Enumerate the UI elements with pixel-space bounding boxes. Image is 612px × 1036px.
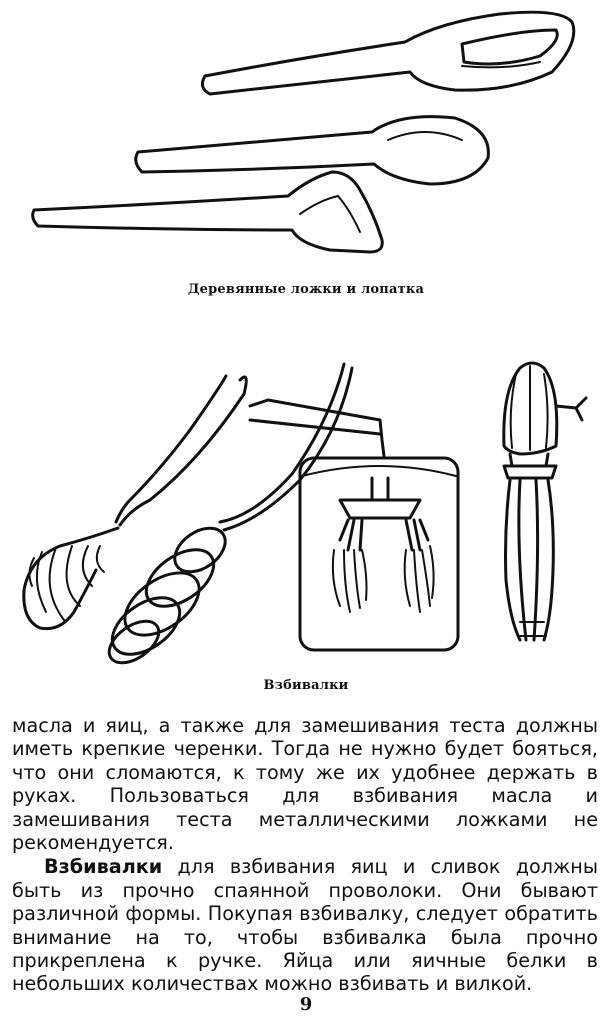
paragraph-1: масла и яиц, а также для замешивания теста должны иметь крепкие черенки. Тогда не нужно будет бояться, что они сломаются, к тому же их удобнее держать в руках. Пользоваться для взбивания масла и замешивания теста металлическими ложками не рекомендуется.	[12, 714, 598, 855]
figure-whisks	[0, 350, 612, 670]
body-text	[12, 714, 598, 996]
crank-beater-in-jar-icon	[250, 400, 458, 650]
paragraph-2	[12, 855, 598, 995]
figure-wooden-spoons	[0, 0, 612, 280]
caption-wooden-spoons: Деревянные ложки и лопатка	[187, 282, 425, 297]
term-whisks: Взбивалки	[44, 855, 163, 879]
wooden-spatula-icon	[33, 172, 383, 252]
caption-whisks: Взбивалки	[263, 678, 349, 693]
hand-mixer-icon	[504, 363, 586, 640]
coil-whisk-icon	[24, 376, 246, 629]
page-number: 9	[299, 994, 313, 1015]
paragraph-2-text: для взбивания яиц и сливок должны быть из прочно спаянной проволоки. Они бывают различной формы. Покупая взбивалку, следует обратить внимание на то, чтобы взбивалка была прочно прикреплена к ручке. Яйца или яичные белки в небольших количествах можно взбивать и вилкой.	[12, 855, 598, 996]
spiral-whisk-icon	[102, 364, 352, 670]
wooden-slotted-spoon-icon	[202, 12, 573, 94]
wooden-spoon-icon	[136, 117, 489, 184]
